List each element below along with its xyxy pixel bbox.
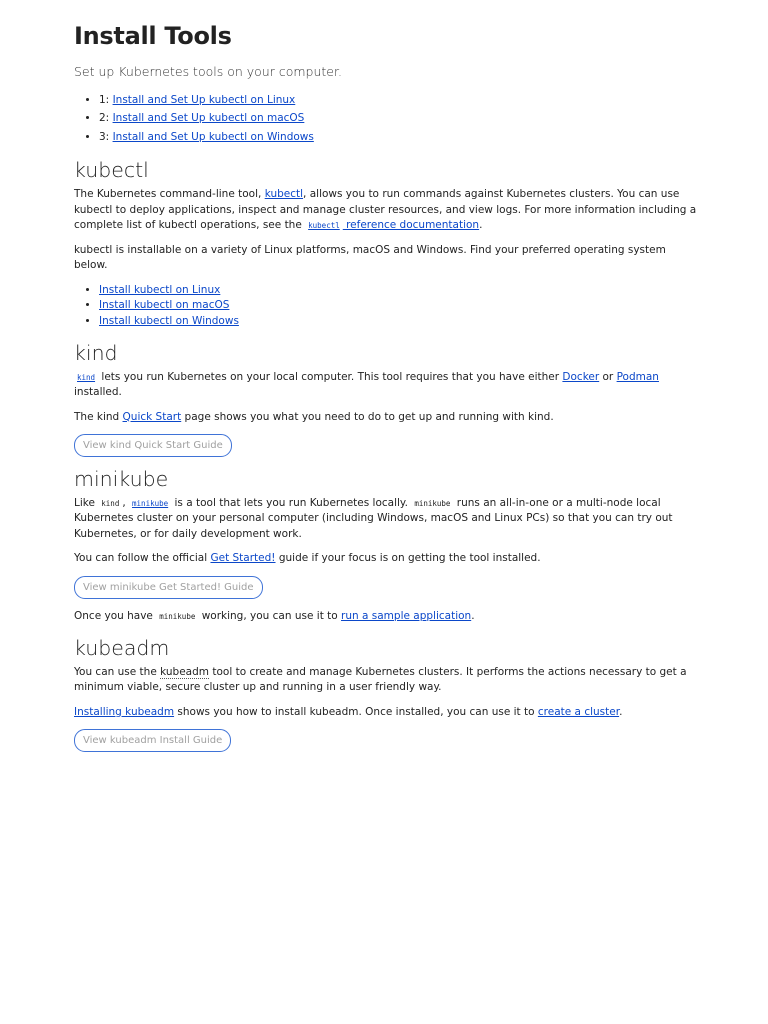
minikube-get-started-text [74,551,698,567]
text: . [619,705,623,718]
create-cluster-link[interactable]: create a cluster [537,705,620,718]
install-kubectl-windows-link[interactable]: Install kubectl on Windows [99,314,239,327]
minikube-code: minikube [132,498,169,508]
podman-link[interactable]: Podman [616,370,659,383]
text: You can follow the official [74,552,211,565]
kubectl-description [74,187,698,234]
kubeadm-install-guide-button[interactable]: View kubeadm Install Guide [74,729,231,752]
minikube-code: minikube [159,611,196,621]
text: lets you run Kubernetes on your local computer. This tool requires that you have either [98,370,563,383]
text: shows you how to install kubeadm. Once installed, you can use it to [174,705,538,718]
text: guide if your focus is on getting the tool installed. [275,552,541,565]
quick-start-link[interactable]: Quick Start [122,410,182,423]
minikube-get-started-button[interactable]: View minikube Get Started! Guide [74,576,263,599]
kubectl-platforms: kubectl is installable on a variety of Linux platforms, macOS and Windows. Find your preferred operating system below. [74,243,666,272]
toc-item [99,109,698,128]
toc-item [99,128,698,147]
text: , [122,496,130,509]
section-minikube [74,467,698,624]
text: . [471,609,475,622]
minikube-code: minikube [414,498,451,508]
minikube-sample-text [74,609,698,625]
text: working, you can use it to [198,609,342,622]
page-lead: Set up Kubernetes tools on your computer. [74,63,342,79]
toc-number: 3: [99,130,113,143]
text: or [599,370,617,383]
installing-kubeadm-link[interactable]: Installing kubeadm [74,705,175,718]
text: The kind [74,410,123,423]
text: , allows you to run commands against Kubernetes clusters. You can use kubectl to deploy applications, inspect and manage cluster resources, and view logs. For more information including a complete list of kubectl operations, see the [74,188,697,232]
kubectl-reference-link[interactable] [305,219,479,231]
install-kubectl-linux-link[interactable]: Install kubectl on Linux [99,283,221,296]
kind-code: kind [101,498,120,508]
page-title: Install Tools [74,22,232,50]
text: page shows you what you need to do to get up and running with kind. [181,410,554,423]
text: reference documentation [342,219,480,232]
section-kubeadm [74,636,698,762]
kubectl-os-list [74,283,698,330]
section-heading-kubectl: kubectl [74,158,149,183]
text: . [479,219,483,232]
kubeadm-description [74,665,698,696]
kubectl-code: kubectl [308,221,340,231]
kind-quick-start-button[interactable]: View kind Quick Start Guide [74,434,232,457]
toc-list [74,91,698,147]
kubectl-link[interactable]: kubectl [264,188,304,201]
docker-link[interactable]: Docker [562,370,600,383]
kind-quickstart-text [74,410,698,426]
page-content [74,18,698,762]
os-item [99,298,698,314]
minikube-description [74,496,698,543]
toc-link-windows[interactable]: Install and Set Up kubectl on Windows [112,130,314,143]
text: The Kubernetes command-line tool, [74,188,265,201]
toc-link-macos[interactable]: Install and Set Up kubectl on macOS [112,112,305,125]
text: tool to create and manage Kubernetes clusters. It performs the actions necessary to get a minimum viable, secure cluster up and running in a user friendly way. [74,665,687,694]
section-kubectl [74,158,698,329]
toc-number: 2: [99,112,113,125]
text: runs an all-in-one or a multi-node local Kubernetes cluster on your personal computer (including Windows, macOS and Linux PCs) so that you can try out Kubernetes, or for daily development work. [74,496,673,540]
minikube-link[interactable] [129,497,171,509]
install-kubectl-macos-link[interactable]: Install kubectl on macOS [99,299,230,312]
toc-link-linux[interactable]: Install and Set Up kubectl on Linux [112,93,296,106]
get-started-link[interactable]: Get Started! [210,552,276,565]
kubeadm-install-text [74,705,698,721]
text: is a tool that lets you run Kubernetes locally. [171,496,412,509]
kind-code: kind [77,372,96,382]
toc-number: 1: [99,93,113,106]
toc-item [99,91,698,110]
kind-link[interactable] [74,371,98,383]
text: You can use the [74,665,161,678]
text: Like [74,496,99,509]
section-kind [74,341,698,467]
os-item [99,283,698,299]
section-heading-minikube: minikube [74,467,169,492]
text: Once you have [74,609,157,622]
sample-application-link[interactable]: run a sample application [341,609,472,622]
text: installed. [74,386,122,399]
kubeadm-glossary-term[interactable]: kubeadm [160,665,210,678]
section-heading-kubeadm: kubeadm [74,636,170,661]
os-item [99,314,698,330]
section-heading-kind: kind [74,341,118,366]
kind-description [74,370,698,401]
